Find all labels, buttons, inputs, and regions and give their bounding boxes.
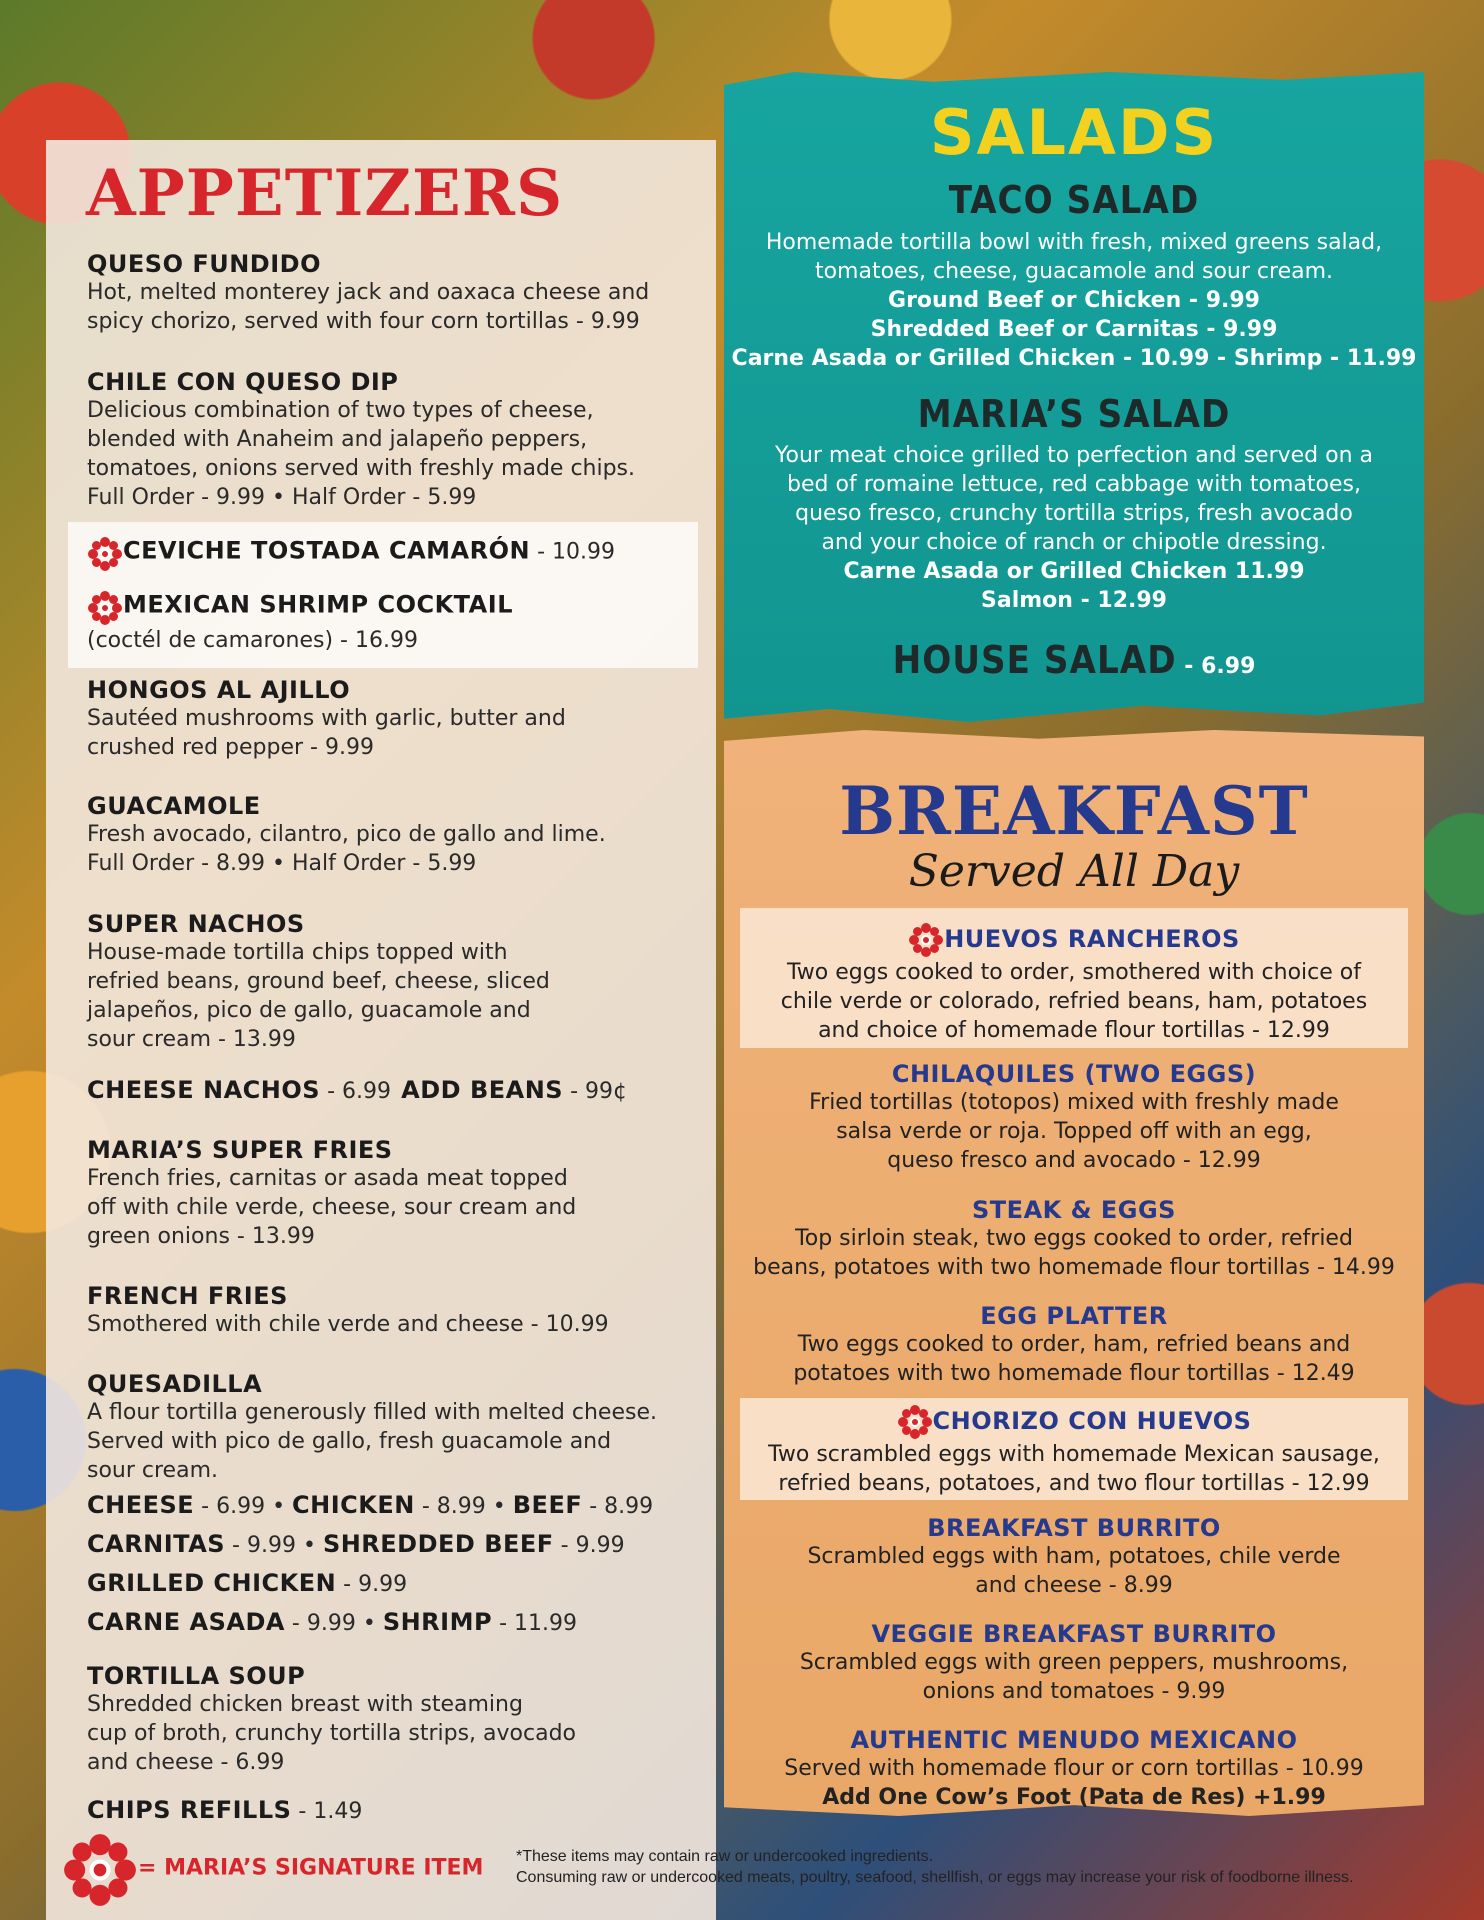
item-name: CHEESE NACHOS <box>87 1076 321 1104</box>
menu-item-house-salad <box>724 638 1424 682</box>
option-price: - 11.99 <box>492 1611 577 1636</box>
item-name: QUESADILLA <box>87 1370 263 1398</box>
item-price: Shredded Beef or Carnitas - 9.99 <box>870 317 1278 342</box>
item-description: beans, potatoes with two homemade flour tortillas - 14.99 <box>753 1255 1395 1280</box>
item-description: House-made tortilla chips topped with <box>87 940 508 965</box>
item-name: MEXICAN SHRIMP COCKTAIL <box>123 590 513 619</box>
menu-item-hongos <box>87 676 707 762</box>
item-name: HUEVOS RANCHEROS <box>944 925 1240 953</box>
addon-price: - 99¢ <box>563 1079 627 1104</box>
option-name: CHEESE <box>87 1491 195 1519</box>
item-description: Scrambled eggs with green peppers, mushrooms, <box>799 1650 1349 1675</box>
option-row <box>87 1565 717 1604</box>
menu-item-huevos-rancheros <box>724 922 1424 1045</box>
item-description: and cheese - 6.99 <box>87 1750 285 1775</box>
item-description: Top sirloin steak, two eggs cooked to order, refried <box>795 1226 1353 1251</box>
item-description: tomatoes, onions served with freshly made chips. <box>87 456 636 481</box>
option-name: SHRIMP <box>382 1608 493 1636</box>
item-price: Carne Asada or Grilled Chicken 11.99 <box>843 559 1305 584</box>
menu-item-taco-salad <box>724 228 1424 373</box>
menu-item-super-nachos <box>87 910 707 1054</box>
breakfast-subtitle: Served All Day <box>908 846 1240 897</box>
menu-item-marias-salad <box>724 441 1424 615</box>
menu-item-super-fries <box>87 1136 707 1251</box>
item-name: FRENCH FRIES <box>87 1282 288 1310</box>
item-description: Delicious combination of two types of cheese, <box>87 398 594 423</box>
item-description: crushed red pepper - 9.99 <box>87 735 374 760</box>
item-name: HOUSE SALAD <box>892 638 1177 682</box>
item-price: - 6.99 <box>320 1079 391 1104</box>
item-price: Ground Beef or Chicken - 9.99 <box>888 288 1260 313</box>
item-price: - 10.99 <box>530 539 615 565</box>
item-description: blended with Anaheim and jalapeño peppers, <box>87 427 588 452</box>
item-description: queso fresco and avocado - 12.99 <box>887 1148 1261 1173</box>
item-description: Two scrambled eggs with homemade Mexican sausage, <box>768 1442 1380 1467</box>
appetizers-title: APPETIZERS <box>86 156 564 231</box>
item-name: AUTHENTIC MENUDO MEXICANO <box>850 1726 1298 1754</box>
disclaimer <box>516 1846 1416 1888</box>
menu-item-egg-platter <box>724 1302 1424 1388</box>
item-description: sour cream. <box>87 1458 219 1483</box>
menu-item-chips-refills <box>87 1796 707 1824</box>
taco-salad-name: TACO SALAD <box>948 178 1200 222</box>
option-price: - 9.99 <box>336 1572 408 1597</box>
item-name: QUESO FUNDIDO <box>87 250 321 278</box>
option-price: - 9.99 <box>553 1533 625 1558</box>
item-description: Two eggs cooked to order, smothered with choice of <box>787 960 1361 985</box>
item-description: Scrambled eggs with ham, potatoes, chile verde <box>807 1544 1341 1569</box>
item-description: queso fresco, crunchy tortilla strips, fresh avocado <box>795 501 1353 526</box>
option-name: CARNE ASADA <box>87 1608 285 1636</box>
signature-legend <box>62 1832 483 1908</box>
menu-item-chorizo-con-huevos <box>724 1404 1424 1498</box>
item-name: CEVICHE TOSTADA CAMARÓN <box>123 536 531 565</box>
marias-salad-name: MARIA’S SALAD <box>917 392 1231 436</box>
item-description: green onions - 13.99 <box>87 1224 315 1249</box>
item-name: CHORIZO CON HUEVOS <box>932 1407 1252 1435</box>
item-description: sour cream - 13.99 <box>87 1027 296 1052</box>
menu-item-cheese-nachos <box>87 1076 707 1104</box>
item-description: Full Order - 8.99 • Half Order - 5.99 <box>87 851 477 876</box>
item-description: chile verde or colorado, refried beans, ham, potatoes <box>780 989 1368 1014</box>
addon-name: ADD BEANS <box>401 1076 564 1104</box>
option-name: CARNITAS <box>87 1530 226 1558</box>
item-description: Your meat choice grilled to perfection and served on a <box>774 443 1374 468</box>
item-description: and choice of homemade flour tortillas - 12.99 <box>818 1018 1330 1043</box>
item-name: CHILAQUILES (TWO EGGS) <box>891 1060 1257 1088</box>
menu-item-tortilla-soup <box>87 1662 707 1777</box>
item-description: tomatoes, cheese, guacamole and sour cream. <box>814 259 1334 284</box>
quesadilla-options <box>87 1487 717 1643</box>
item-description: Served with pico de gallo, fresh guacamole and <box>87 1429 612 1454</box>
item-description: jalapeños, pico de gallo, guacamole and <box>87 998 531 1023</box>
breakfast-title: BREAKFAST <box>839 772 1309 850</box>
option-row <box>87 1526 717 1565</box>
item-description: and your choice of ranch or chipotle dressing. <box>821 530 1327 555</box>
item-description: refried beans, ground beef, cheese, sliced <box>87 969 550 994</box>
menu-item-queso-fundido <box>87 250 707 336</box>
item-description: refried beans, potatoes, and two flour tortillas - 12.99 <box>778 1471 1370 1496</box>
item-extra: Add One Cow’s Foot (Pata de Res) +1.99 <box>822 1785 1326 1810</box>
item-description: salsa verde or roja. Topped off with an egg, <box>836 1119 1312 1144</box>
option-name: GRILLED CHICKEN <box>87 1569 337 1597</box>
option-price: - 8.99 <box>582 1494 654 1519</box>
item-description: Sautéed mushrooms with garlic, butter and <box>87 706 566 731</box>
item-description: Smothered with chile verde and cheese - 10.99 <box>87 1312 609 1337</box>
item-description: Two eggs cooked to order, ham, refried beans and <box>797 1332 1351 1357</box>
salads-title: SALADS <box>929 96 1219 169</box>
item-description: bed of romaine lettuce, red cabbage with tomatoes, <box>787 472 1361 497</box>
item-description: A flour tortilla generously filled with melted cheese. <box>87 1400 657 1425</box>
disclaimer-line: Consuming raw or undercooked meats, poultry, seafood, shellfish, or eggs may increase your risk of foodborne illness. <box>516 1869 1354 1886</box>
item-description: Homemade tortilla bowl with fresh, mixed greens salad, <box>765 230 1383 255</box>
item-name: SUPER NACHOS <box>87 910 305 938</box>
item-description: French fries, carnitas or asada meat topped <box>87 1166 568 1191</box>
option-price: - 6.99 • <box>194 1494 293 1519</box>
item-price: - 1.49 <box>291 1799 363 1824</box>
menu-item-guacamole <box>87 792 707 878</box>
item-name: CHILE CON QUESO DIP <box>87 368 399 396</box>
menu-item-steak-eggs <box>724 1196 1424 1282</box>
menu-item-chilaquiles <box>724 1060 1424 1175</box>
item-price: Carne Asada or Grilled Chicken - 10.99 - Shrimp - 11.99 <box>731 346 1417 371</box>
item-description: off with chile verde, cheese, sour cream and <box>87 1195 577 1220</box>
item-name: TORTILLA SOUP <box>87 1662 306 1690</box>
item-description: Shredded chicken breast with steaming <box>87 1692 523 1717</box>
menu-item-breakfast-burrito <box>724 1514 1424 1600</box>
item-name: MARIA’S SUPER FRIES <box>87 1136 393 1164</box>
item-name: STEAK & EGGS <box>972 1196 1176 1224</box>
option-price: - 9.99 • <box>284 1611 383 1636</box>
menu-item-shrimp-cocktail <box>87 590 707 655</box>
item-name: EGG PLATTER <box>980 1302 1168 1330</box>
menu-item-chile-con-queso <box>87 368 707 512</box>
item-description: Hot, melted monterey jack and oaxaca cheese and <box>87 280 650 305</box>
item-name: HONGOS AL AJILLO <box>87 676 351 704</box>
item-description: Served with homemade flour or corn tortillas - 10.99 <box>784 1756 1364 1781</box>
signature-flower-icon <box>897 1404 933 1440</box>
signature-flower-icon <box>87 590 123 626</box>
menu-item-french-fries <box>87 1282 707 1339</box>
option-row <box>87 1604 717 1643</box>
item-price: Salmon - 12.99 <box>981 588 1167 613</box>
item-price: - 6.99 <box>1176 654 1256 679</box>
signature-flower-icon <box>62 1832 138 1908</box>
option-row <box>87 1487 717 1526</box>
item-description: Fresh avocado, cilantro, pico de gallo and lime. <box>87 822 606 847</box>
item-name: CHIPS REFILLS <box>87 1796 292 1824</box>
item-description: Fried tortillas (totopos) mixed with freshly made <box>809 1090 1339 1115</box>
option-name: BEEF <box>512 1491 583 1519</box>
item-description: (coctél de camarones) - 16.99 <box>87 628 418 653</box>
menu-item-ceviche <box>87 536 707 572</box>
menu-item-quesadilla <box>87 1370 717 1643</box>
item-description: potatoes with two homemade flour tortillas - 12.49 <box>793 1361 1355 1386</box>
option-price: - 8.99 • <box>414 1494 513 1519</box>
item-name: BREAKFAST BURRITO <box>927 1514 1221 1542</box>
item-description: Full Order - 9.99 • Half Order - 5.99 <box>87 485 477 510</box>
item-description: cup of broth, crunchy tortilla strips, avocado <box>87 1721 577 1746</box>
item-description: and cheese - 8.99 <box>975 1573 1173 1598</box>
option-price: - 9.99 • <box>225 1533 323 1558</box>
item-name: VEGGIE BREAKFAST BURRITO <box>871 1620 1277 1648</box>
menu-item-menudo <box>724 1726 1424 1812</box>
item-description: onions and tomatoes - 9.99 <box>922 1679 1226 1704</box>
signature-flower-icon <box>87 536 123 572</box>
item-name: GUACAMOLE <box>87 792 261 820</box>
menu-item-veggie-burrito <box>724 1620 1424 1706</box>
disclaimer-line: *These items may contain raw or undercooked ingredients. <box>516 1848 934 1865</box>
option-name: SHREDDED BEEF <box>322 1530 554 1558</box>
option-name: CHICKEN <box>292 1491 415 1519</box>
signature-flower-icon <box>908 922 944 958</box>
legend-text: = MARIA’S SIGNATURE ITEM <box>138 1855 484 1881</box>
item-description: spicy chorizo, served with four corn tortillas - 9.99 <box>87 309 640 334</box>
